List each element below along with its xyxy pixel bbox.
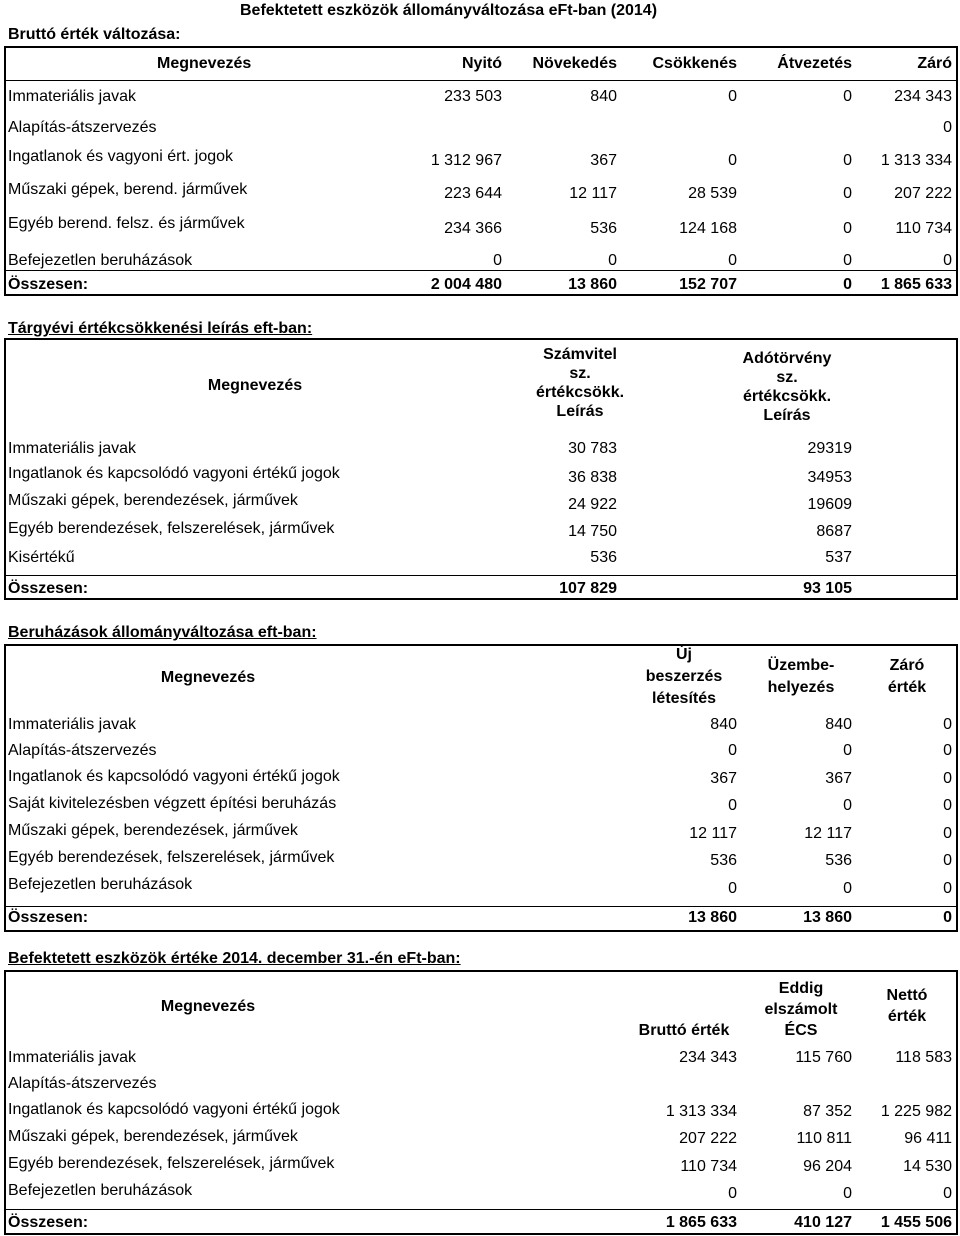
cell-value: 0 (728, 742, 737, 759)
row-name: Immateriális javak (8, 88, 137, 105)
cell-value: 0 (843, 185, 852, 202)
section-title: Befektetett eszközök állományváltozása eFt-ban (2014) (240, 2, 658, 19)
column-header: beszerzés (645, 668, 723, 685)
bottom-border (4, 1233, 958, 1235)
total-value: 1 865 633 (880, 276, 952, 293)
total-value: 2 004 480 (430, 276, 502, 293)
total-top-border (4, 270, 958, 271)
header-bottom-border (4, 80, 958, 81)
column-header-name: Megnevezés (157, 55, 252, 72)
total-value: 0 (943, 909, 952, 926)
row-name: Ingatlanok és kapcsolódó vagyoni értékű jogok (8, 768, 340, 785)
total-value: 152 707 (679, 276, 737, 293)
column-header: Bruttó érték (638, 1022, 730, 1039)
cell-value: 223 644 (444, 185, 502, 202)
cell-value: 110 734 (895, 220, 952, 237)
cell-value: 30 783 (568, 440, 617, 457)
cell-value: 110 734 (680, 1158, 737, 1175)
total-value: 410 127 (794, 1214, 852, 1231)
cell-value: 0 (728, 88, 737, 105)
cell-value: 1 313 334 (665, 1103, 737, 1120)
total-value: 1 455 506 (880, 1214, 952, 1231)
cell-value: 0 (843, 1185, 852, 1202)
column-header: Záró (889, 657, 925, 674)
cell-value: 536 (825, 852, 852, 869)
top-border (4, 338, 958, 340)
column-header: Új (676, 646, 692, 663)
column-header: Leírás (763, 407, 811, 424)
cell-value: 0 (843, 797, 852, 814)
cell-value: 207 222 (894, 185, 952, 202)
cell-value: 12 117 (689, 825, 737, 842)
row-name: Egyéb berendezések, felszerelések, járművek (8, 849, 335, 866)
cell-value: 14 750 (568, 523, 617, 540)
row-name: Befejezetlen beruházások (8, 1182, 193, 1199)
row-name: Egyéb berendezések, felszerelések, járművek (8, 520, 335, 537)
column-header: érték (887, 1008, 927, 1025)
cell-value: 0 (728, 152, 737, 169)
column-header: elszámolt (764, 1001, 838, 1018)
row-name: Egyéb berendezések, felszerelések, járművek (8, 1155, 335, 1172)
column-header: Eddig (778, 980, 824, 997)
column-header: sz. (776, 369, 798, 386)
cell-value: 234 366 (444, 220, 502, 237)
cell-value: 0 (728, 880, 737, 897)
row-name: Ingatlanok és kapcsolódó vagyoni értékű jogok (8, 1101, 340, 1118)
column-header: Üzembe- (767, 657, 835, 674)
row-name: Ingatlanok és vagyoni ért. jogok (8, 148, 234, 165)
column-header: Nettó (886, 987, 928, 1004)
cell-value: 0 (843, 880, 852, 897)
section-title: Befektetett eszközök értéke 2014. december 31.-én eFt-ban: (8, 950, 461, 967)
row-name: Egyéb berend. felsz. és járművek (8, 215, 245, 232)
row-name: Műszaki gépek, berendezések, járművek (8, 1128, 298, 1145)
cell-value: 8687 (816, 523, 852, 540)
cell-value: 0 (943, 825, 952, 842)
total-bottom-border (4, 294, 958, 296)
cell-value: 0 (608, 252, 617, 269)
right-border (956, 338, 958, 600)
column-header: érték (887, 679, 927, 696)
total-top-border (4, 1209, 958, 1210)
cell-value: 0 (943, 1185, 952, 1202)
cell-value: 537 (825, 549, 852, 566)
right-border (956, 46, 958, 296)
cell-value: 0 (943, 716, 952, 733)
cell-value: 87 352 (803, 1103, 852, 1120)
row-name: Saját kivitelezésben végzett építési beruházás (8, 795, 337, 812)
total-value: 0 (843, 276, 852, 293)
row-name: Alapítás-átszervezés (8, 742, 157, 759)
column-header: Záró (917, 55, 952, 72)
cell-value: 34953 (807, 469, 852, 486)
cell-value: 0 (843, 220, 852, 237)
cell-value: 1 225 982 (880, 1103, 952, 1120)
cell-value: 536 (590, 220, 617, 237)
total-value: 13 860 (688, 909, 737, 926)
column-header: Leírás (556, 403, 604, 420)
column-header: sz. (569, 365, 591, 382)
column-header: ÉCS (784, 1022, 818, 1039)
bottom-border (4, 598, 958, 600)
row-name: Kisértékű (8, 549, 75, 566)
total-top-border (4, 906, 958, 907)
cell-value: 36 838 (568, 469, 617, 486)
column-header: értékcsökk. (742, 388, 832, 405)
row-name: Immateriális javak (8, 716, 137, 733)
total-value: 13 860 (803, 909, 852, 926)
cell-value: 0 (943, 797, 952, 814)
cell-value: 0 (943, 770, 952, 787)
column-header-name: Megnevezés (160, 669, 256, 686)
cell-value: 96 204 (803, 1158, 852, 1175)
cell-value: 12 117 (569, 185, 617, 202)
cell-value: 234 343 (679, 1049, 737, 1066)
top-border (4, 644, 958, 646)
cell-value: 24 922 (568, 496, 617, 513)
column-header: helyezés (767, 679, 835, 696)
column-header: Csökkenés (652, 55, 737, 72)
row-name: Ingatlanok és kapcsolódó vagyoni értékű jogok (8, 465, 340, 482)
cell-value: 0 (943, 880, 952, 897)
cell-value: 367 (825, 770, 852, 787)
cell-value: 840 (590, 88, 617, 105)
cell-value: 840 (825, 716, 852, 733)
total-value: 93 105 (803, 580, 852, 597)
cell-value: 536 (590, 549, 617, 566)
cell-value: 0 (843, 152, 852, 169)
total-top-border (4, 575, 958, 576)
column-header: létesítés (651, 690, 717, 707)
section-title: Beruházások állományváltozása eft-ban: (8, 624, 317, 641)
total-value: 13 860 (568, 276, 617, 293)
row-name: Immateriális javak (8, 1049, 137, 1066)
row-name: Alapítás-átszervezés (8, 119, 157, 136)
column-header: Számvitel (543, 346, 617, 363)
cell-value: 1 313 334 (880, 152, 952, 169)
total-label: Összesen: (8, 276, 89, 293)
column-header: értékcsökk. (535, 384, 625, 401)
column-header-name: Megnevezés (160, 998, 256, 1015)
column-header-name: Megnevezés (207, 377, 303, 394)
cell-value: 0 (728, 252, 737, 269)
top-border (4, 46, 958, 48)
row-name: Műszaki gépek, berend. járművek (8, 181, 248, 198)
total-label: Összesen: (8, 580, 89, 597)
cell-value: 96 411 (904, 1130, 952, 1147)
cell-value: 115 760 (795, 1049, 852, 1066)
cell-value: 110 811 (796, 1130, 852, 1147)
left-border (4, 644, 6, 932)
cell-value: 0 (943, 119, 952, 136)
column-header: Átvezetés (777, 55, 852, 72)
cell-value: 29319 (807, 440, 852, 457)
cell-value: 367 (590, 152, 617, 169)
left-border (4, 46, 6, 296)
cell-value: 367 (710, 770, 737, 787)
row-name: Immateriális javak (8, 440, 137, 457)
total-value: 1 865 633 (665, 1214, 737, 1231)
cell-value: 12 117 (804, 825, 852, 842)
total-label: Összesen: (8, 1214, 89, 1231)
row-name: Befejezetlen beruházások (8, 252, 193, 269)
left-border (4, 970, 6, 1235)
cell-value: 14 530 (903, 1158, 952, 1175)
cell-value: 234 343 (894, 88, 952, 105)
column-header: Adótörvény (742, 350, 832, 367)
cell-value: 0 (843, 88, 852, 105)
row-name: Befejezetlen beruházások (8, 876, 193, 893)
cell-value: 0 (943, 742, 952, 759)
cell-value: 840 (710, 716, 737, 733)
cell-value: 0 (843, 742, 852, 759)
column-header: Növekedés (532, 55, 617, 72)
cell-value: 0 (728, 797, 737, 814)
cell-value: 1 312 967 (430, 152, 502, 169)
cell-value: 233 503 (444, 88, 502, 105)
row-name: Műszaki gépek, berendezések, járművek (8, 822, 298, 839)
cell-value: 0 (943, 252, 952, 269)
cell-value: 0 (493, 252, 502, 269)
top-border (4, 970, 958, 972)
total-label: Összesen: (8, 909, 89, 926)
section-left-label: Bruttó érték változása: (8, 26, 181, 43)
cell-value: 0 (728, 1185, 737, 1202)
cell-value: 19609 (807, 496, 852, 513)
left-border (4, 338, 6, 600)
cell-value: 0 (843, 252, 852, 269)
cell-value: 0 (943, 852, 952, 869)
cell-value: 536 (710, 852, 737, 869)
section-title: Tárgyévi értékcsökkenési leírás eft-ban: (8, 320, 313, 337)
cell-value: 207 222 (679, 1130, 737, 1147)
row-name: Alapítás-átszervezés (8, 1075, 157, 1092)
cell-value: 124 168 (679, 220, 737, 237)
total-value: 107 829 (559, 580, 617, 597)
cell-value: 28 539 (688, 185, 737, 202)
cell-value: 118 583 (895, 1049, 952, 1066)
row-name: Műszaki gépek, berendezések, járművek (8, 492, 298, 509)
bottom-border (4, 930, 958, 932)
column-header: Nyitó (462, 55, 502, 72)
